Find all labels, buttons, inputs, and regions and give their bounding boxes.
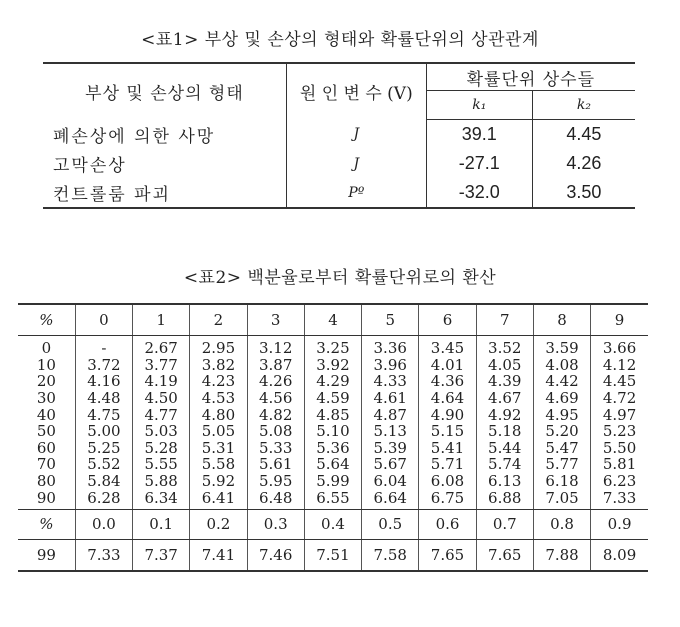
value-cell: 4.08: [533, 357, 590, 374]
value-cell: 0.1: [133, 509, 190, 539]
table1-caption: <표1> 부상 및 손상의 형태와 확률단위의 상관관계: [141, 30, 539, 50]
value-cell: 0.5: [362, 509, 419, 539]
value-cell: 4.45: [591, 373, 648, 390]
value-cell: 4.67: [476, 390, 533, 407]
value-cell: 4.48: [75, 390, 132, 407]
value-cell: 4.87: [362, 406, 419, 423]
value-cell: 6.55: [304, 489, 361, 509]
value-cell: 5.99: [304, 473, 361, 490]
value-cell: 4.82: [247, 406, 304, 423]
value-cell: 3.77: [133, 357, 190, 374]
header-k1: k₁: [426, 91, 532, 120]
value-cell: 6.18: [533, 473, 590, 490]
value-cell: 6.48: [247, 489, 304, 509]
value-cell: 0.2: [190, 509, 247, 539]
value-cell: 5.20: [533, 423, 590, 440]
value-cell: 7.65: [419, 539, 476, 571]
value-cell: 5.84: [75, 473, 132, 490]
table2-caption: <표2> 백분율로부터 확률단위로의 환산: [183, 268, 497, 288]
value-cell: 4.80: [190, 406, 247, 423]
value-cell: 0.3: [247, 509, 304, 539]
row-label-cell: 50: [36, 422, 56, 441]
value-cell: 5.23: [591, 423, 648, 440]
table-row: [43, 178, 635, 208]
value-cell: 0.6: [419, 509, 476, 539]
value-cell: 5.39: [362, 440, 419, 457]
value-cell: 7.37: [133, 539, 190, 571]
value-cell: 5.58: [190, 456, 247, 473]
k1-cell: -32.0: [426, 178, 532, 208]
value-cell: 4.53: [190, 390, 247, 407]
value-cell: 5.28: [133, 440, 190, 457]
table2-subheader-row: [18, 509, 648, 539]
value-cell: 5.64: [304, 456, 361, 473]
value-cell: 0.7: [476, 509, 533, 539]
value-cell: 7.58: [362, 539, 419, 571]
value-cell: 7.05: [533, 489, 590, 509]
table-row: [18, 357, 648, 374]
value-cell: 0.9: [591, 509, 648, 539]
value-cell: 5.10: [304, 423, 361, 440]
k2-cell: 4.26: [566, 153, 602, 173]
form-cell: 폐손상에 의한 사망: [53, 126, 216, 147]
row-label-cell: 30: [36, 389, 56, 408]
row-label-cell: 40: [36, 405, 56, 424]
table-row: [18, 440, 648, 457]
form-cell: 컨트롤룸 파괴: [43, 178, 286, 208]
value-cell: 3.87: [247, 357, 304, 374]
value-cell: 4.72: [591, 390, 648, 407]
k2-cell: 4.45: [566, 124, 602, 144]
value-cell: 6.64: [362, 489, 419, 509]
var-cell: J: [286, 120, 426, 150]
value-cell: 6.04: [362, 473, 419, 490]
value-cell: 3: [247, 304, 304, 336]
value-cell: 4.92: [476, 406, 533, 423]
value-cell: 5.74: [476, 456, 533, 473]
var-cell: J: [286, 149, 426, 178]
value-cell: 3.52: [476, 336, 533, 357]
value-cell: 0.0: [75, 509, 132, 539]
value-cell: 4.05: [476, 357, 533, 374]
value-cell: 5.31: [190, 440, 247, 457]
table-row: [18, 336, 648, 357]
value-cell: 6.23: [591, 473, 648, 490]
value-cell: 7.33: [75, 539, 132, 571]
value-cell: 4.19: [133, 373, 190, 390]
value-cell: 5.15: [419, 423, 476, 440]
value-cell: 5.67: [362, 456, 419, 473]
value-cell: 3.12: [247, 336, 304, 357]
value-cell: 5.52: [75, 456, 132, 473]
value-cell: 1: [133, 304, 190, 336]
value-cell: 4.97: [591, 406, 648, 423]
value-cell: 5.08: [247, 423, 304, 440]
value-cell: 3.59: [533, 336, 590, 357]
value-cell: 5.50: [591, 440, 648, 457]
value-cell: 5.71: [419, 456, 476, 473]
value-cell: 7.88: [533, 539, 590, 571]
value-cell: 3.92: [304, 357, 361, 374]
value-cell: 3.72: [75, 357, 132, 374]
value-cell: 4.23: [190, 373, 247, 390]
value-cell: 6.34: [133, 489, 190, 509]
table-row: [18, 539, 648, 571]
value-cell: 5.25: [75, 440, 132, 457]
value-cell: 5.92: [190, 473, 247, 490]
k1-cell: -27.1: [426, 149, 532, 178]
value-cell: 5.13: [362, 423, 419, 440]
value-cell: 4.12: [591, 357, 648, 374]
row-label-cell: %: [18, 304, 75, 336]
value-cell: -: [75, 336, 132, 357]
value-cell: 5.33: [247, 440, 304, 457]
value-cell: 4.90: [419, 406, 476, 423]
value-cell: 5.81: [591, 456, 648, 473]
value-cell: 0: [75, 304, 132, 336]
value-cell: 7.41: [190, 539, 247, 571]
value-cell: 7.46: [247, 539, 304, 571]
value-cell: 7: [476, 304, 533, 336]
value-cell: 4: [304, 304, 361, 336]
value-cell: 0.8: [533, 509, 590, 539]
table-row: [43, 149, 635, 178]
value-cell: 6.88: [476, 489, 533, 509]
row-label-cell: 80: [36, 472, 56, 491]
value-cell: 6.75: [419, 489, 476, 509]
value-cell: 8: [533, 304, 590, 336]
value-cell: 5.61: [247, 456, 304, 473]
value-cell: 6.08: [419, 473, 476, 490]
value-cell: 5.03: [133, 423, 190, 440]
value-cell: 4.36: [419, 373, 476, 390]
value-cell: 3.25: [304, 336, 361, 357]
value-cell: 5.18: [476, 423, 533, 440]
value-cell: 2: [190, 304, 247, 336]
value-cell: 5.95: [247, 473, 304, 490]
form-cell: 고막손상: [53, 156, 127, 176]
value-cell: 4.64: [419, 390, 476, 407]
row-label-cell: 20: [36, 372, 56, 391]
row-label-cell: 60: [36, 438, 56, 457]
table-row: [18, 390, 648, 407]
k2-cell: 3.50: [532, 178, 635, 208]
value-cell: 5.77: [533, 456, 590, 473]
value-cell: 4.77: [133, 406, 190, 423]
table2-header-row: [18, 304, 648, 336]
header-k2: k₂: [532, 91, 635, 120]
value-cell: 4.39: [476, 373, 533, 390]
value-cell: 2.67: [133, 336, 190, 357]
row-label-cell: 10: [36, 355, 56, 374]
table-row: [18, 373, 648, 390]
value-cell: 5.88: [133, 473, 190, 490]
value-cell: 3.45: [419, 336, 476, 357]
value-cell: 0.4: [304, 509, 361, 539]
table-row: [18, 406, 648, 423]
value-cell: 5.44: [476, 440, 533, 457]
table-row: [43, 120, 635, 150]
value-cell: 7.51: [304, 539, 361, 571]
value-cell: 4.61: [362, 390, 419, 407]
value-cell: 5.00: [75, 423, 132, 440]
value-cell: 4.16: [75, 373, 132, 390]
value-cell: 4.75: [75, 406, 132, 423]
row-label-cell: %: [18, 509, 75, 539]
table-row: [18, 489, 648, 509]
table-row: [18, 423, 648, 440]
table-row: [18, 456, 648, 473]
header-form: 부상 및 손상의 형태: [43, 63, 286, 120]
value-cell: 5: [362, 304, 419, 336]
value-cell: 2.95: [190, 336, 247, 357]
value-cell: 6.41: [190, 489, 247, 509]
value-cell: 7.65: [476, 539, 533, 571]
value-cell: 5.55: [133, 456, 190, 473]
value-cell: 9: [591, 304, 648, 336]
value-cell: 4.29: [304, 373, 361, 390]
value-cell: 4.69: [533, 390, 590, 407]
value-cell: 3.82: [190, 357, 247, 374]
k1-cell: 39.1: [426, 120, 532, 150]
table1: [43, 62, 635, 209]
row-label-cell: 90: [18, 489, 75, 509]
table1-header-row: [43, 63, 635, 91]
value-cell: 3.66: [591, 336, 648, 357]
table-row: [18, 473, 648, 490]
value-cell: 8.09: [591, 539, 648, 571]
value-cell: 5.41: [419, 440, 476, 457]
var-cell: Pº: [286, 178, 426, 208]
value-cell: 6: [419, 304, 476, 336]
value-cell: 4.26: [247, 373, 304, 390]
value-cell: 4.85: [304, 406, 361, 423]
value-cell: 4.42: [533, 373, 590, 390]
row-label-cell: 70: [36, 455, 56, 474]
row-label-cell: 99: [18, 539, 75, 571]
value-cell: 4.59: [304, 390, 361, 407]
header-probit-constants: 확률단위 상수들: [426, 63, 635, 91]
header-variable: 원 인 변 수 (V): [286, 63, 426, 120]
value-cell: 6.28: [75, 489, 132, 509]
value-cell: 3.36: [362, 336, 419, 357]
value-cell: 4.01: [419, 357, 476, 374]
value-cell: 3.96: [362, 357, 419, 374]
value-cell: 6.13: [476, 473, 533, 490]
row-label-cell: 0: [41, 339, 52, 358]
value-cell: 4.56: [247, 390, 304, 407]
value-cell: 4.50: [133, 390, 190, 407]
value-cell: 5.36: [304, 440, 361, 457]
value-cell: 4.95: [533, 406, 590, 423]
table2: [18, 303, 648, 572]
value-cell: 7.33: [591, 489, 648, 509]
value-cell: 5.47: [533, 440, 590, 457]
value-cell: 4.33: [362, 373, 419, 390]
value-cell: 5.05: [190, 423, 247, 440]
